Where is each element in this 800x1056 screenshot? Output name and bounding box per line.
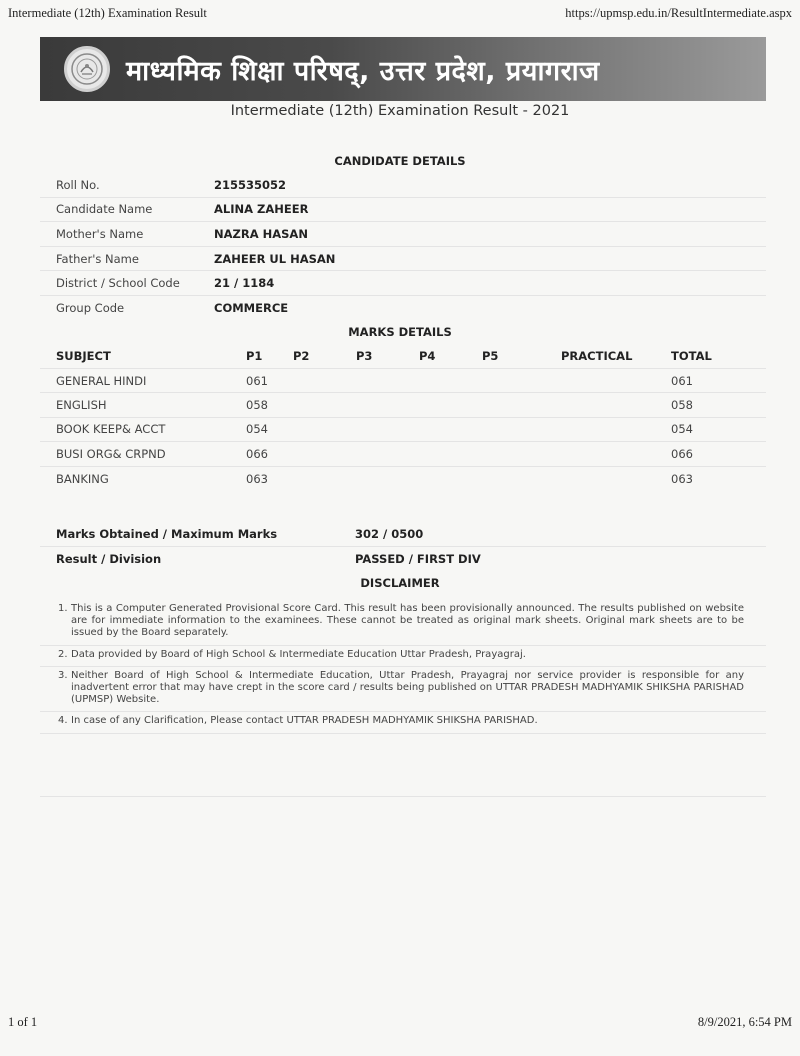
page-count: 1 of 1 [8, 1015, 38, 1029]
result-division-label: Result / Division [56, 551, 162, 566]
column-header-practical: PRACTICAL [561, 348, 633, 363]
column-header-total: TOTAL [671, 348, 712, 363]
total-cell: 063 [671, 471, 693, 486]
candidate-details-table [40, 173, 766, 321]
candidate-details-heading: CANDIDATE DETAILS [334, 154, 466, 168]
disclaimer-number: 2. [58, 648, 68, 660]
detail-value: 21 / 1184 [214, 276, 275, 291]
total-cell: 061 [671, 373, 693, 388]
table-row [40, 442, 766, 466]
detail-label: Father's Name [56, 251, 139, 266]
subject-cell: GENERAL HINDI [56, 373, 147, 388]
print-header [8, 6, 792, 21]
detail-value: 215535052 [214, 177, 287, 192]
disclaimer-item [40, 712, 766, 733]
marks-obtained-value: 302 / 0500 [355, 526, 424, 541]
subject-cell: ENGLISH [56, 398, 107, 413]
page-title: Intermediate (12th) Examination Result - 2021 [230, 103, 570, 119]
marks-details-heading: MARKS DETAILS [348, 325, 452, 339]
disclaimer-number: 4. [58, 715, 68, 727]
p1-cell: 054 [246, 422, 268, 437]
column-header-p2: P2 [293, 348, 310, 363]
board-banner [40, 37, 766, 101]
marks-obtained-label: Marks Obtained / Maximum Marks [56, 526, 278, 541]
state-emblem-icon [64, 46, 110, 92]
subject-cell: BOOK KEEP& ACCT [56, 422, 166, 437]
p1-cell: 058 [246, 398, 268, 413]
result-division-value: PASSED / FIRST DIV [355, 551, 481, 566]
print-header-title: Intermediate (12th) Examination Result [8, 6, 207, 20]
disclaimer-text: In case of any Clarification, Please contact UTTAR PRADESH MADHYAMIK SHIKSHA PARISHAD. [71, 715, 538, 727]
p1-cell: 066 [246, 446, 268, 461]
subject-cell: BUSI ORG& CRPND [56, 446, 166, 461]
detail-value: ZAHEER UL HASAN [214, 251, 336, 266]
detail-label: Group Code [56, 301, 125, 316]
marks-obtained-row [40, 522, 766, 547]
detail-value: NAZRA HASAN [214, 226, 308, 241]
disclaimer-heading: DISCLAIMER [360, 576, 440, 590]
table-row [40, 467, 766, 491]
print-footer [8, 1015, 792, 1030]
subject-cell: BANKING [56, 471, 109, 486]
result-division-row [40, 547, 766, 572]
disclaimer-text: This is a Computer Generated Provisional Score Card. This result has been provisionally announced. The results published on website are for immediate information to the examinees. These cannot be treated as original mark sheets. Original mark sheets are to be issued by the Board separately. [71, 603, 744, 639]
banner-title: माध्यमिक शिक्षा परिषद्, उत्तर प्रदेश, प्रयागराज [126, 55, 600, 87]
detail-value: COMMERCE [214, 301, 289, 316]
total-cell: 066 [671, 446, 693, 461]
column-header-p4: P4 [419, 348, 436, 363]
table-row [40, 393, 766, 417]
marks-table [40, 343, 766, 491]
detail-row-mother-name [40, 222, 766, 247]
total-cell: 054 [671, 422, 693, 437]
column-header-p3: P3 [356, 348, 373, 363]
detail-row-group-code [40, 296, 766, 321]
result-summary [40, 522, 766, 571]
detail-row-roll-no [40, 173, 766, 198]
disclaimer-item [40, 646, 766, 667]
disclaimer-item [40, 600, 766, 646]
p1-cell: 061 [246, 373, 268, 388]
total-cell: 058 [671, 398, 693, 413]
detail-row-father-name [40, 247, 766, 272]
table-row [40, 418, 766, 442]
bottom-divider [40, 796, 766, 797]
print-timestamp: 8/9/2021, 6:54 PM [697, 1015, 792, 1029]
disclaimer-text: Neither Board of High School & Intermediate Education, Uttar Pradesh, Prayagraj nor service provider is responsible for any inadvertent error that may have crept in the score card / results being published on UTTAR PRADESH MADHYAMIK SHIKSHA PARISHAD (UPMSP) Website. [71, 669, 744, 706]
detail-label: Candidate Name [56, 202, 153, 217]
detail-label: Roll No. [56, 177, 100, 192]
detail-row-candidate-name [40, 198, 766, 223]
disclaimer-number: 3. [58, 669, 68, 681]
marks-header-row [40, 343, 766, 369]
disclaimer-text: Data provided by Board of High School & Intermediate Education Uttar Pradesh, Prayagraj. [71, 648, 526, 660]
disclaimer-list [40, 600, 766, 734]
table-row [40, 369, 766, 393]
detail-label: Mother's Name [56, 226, 144, 241]
column-header-subject: SUBJECT [56, 348, 111, 363]
p1-cell: 063 [246, 471, 268, 486]
print-header-url: https://upmsp.edu.in/ResultIntermediate.aspx [565, 6, 792, 20]
detail-label: District / School Code [56, 276, 180, 291]
column-header-p1: P1 [246, 348, 263, 363]
detail-row-district-school-code [40, 271, 766, 296]
detail-value: ALINA ZAHEER [214, 202, 309, 217]
disclaimer-item [40, 667, 766, 713]
disclaimer-number: 1. [58, 603, 68, 614]
column-header-p5: P5 [482, 348, 499, 363]
